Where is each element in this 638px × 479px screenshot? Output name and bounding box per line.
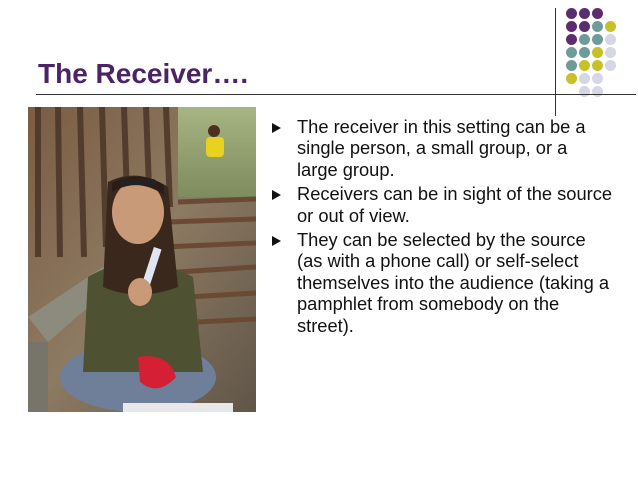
decorative-dot	[605, 34, 616, 45]
decorative-dot	[579, 21, 590, 32]
decorative-dot	[592, 34, 603, 45]
bullet-text: They can be selected by the source (as with a phone call) or self-select themselves into the audience (taking a pamphlet from somebody on the street).	[297, 229, 609, 336]
decorative-dot	[592, 86, 603, 97]
triangle-bullet-icon	[272, 236, 281, 246]
decorative-dot	[579, 8, 590, 19]
decorative-dot	[592, 73, 603, 84]
triangle-bullet-icon	[272, 123, 281, 133]
decorative-dot	[566, 34, 577, 45]
horizontal-divider-line	[36, 94, 636, 95]
decorative-dot	[592, 8, 603, 19]
bullet-text: The receiver in this setting can be a single person, a small group, or a large group.	[297, 116, 586, 180]
bullet-text: Receivers can be in sight of the source or out of view.	[297, 183, 613, 226]
decorative-dot	[566, 60, 577, 71]
decorative-dot	[605, 21, 616, 32]
photo-illustration	[28, 107, 256, 412]
decorative-dot	[579, 34, 590, 45]
slide-photo	[28, 107, 256, 412]
decorative-dot	[579, 47, 590, 58]
decorative-dot	[579, 60, 590, 71]
decorative-dot	[579, 73, 590, 84]
decorative-dot	[566, 73, 577, 84]
decorative-dot	[566, 8, 577, 19]
decorative-dot	[605, 47, 616, 58]
decorative-dot	[592, 21, 603, 32]
bullet-list	[268, 116, 613, 339]
decorative-dot	[605, 60, 616, 71]
decorative-dot	[579, 86, 590, 97]
vertical-divider-line	[555, 8, 556, 116]
slide-title: The Receiver….	[38, 58, 249, 89]
bullet-item	[268, 116, 613, 180]
bullet-item	[268, 229, 613, 336]
decorative-dot	[566, 47, 577, 58]
decorative-dot	[566, 21, 577, 32]
decorative-dot	[592, 60, 603, 71]
decorative-dot	[592, 47, 603, 58]
triangle-bullet-icon	[272, 190, 281, 200]
bullet-item	[268, 183, 613, 226]
